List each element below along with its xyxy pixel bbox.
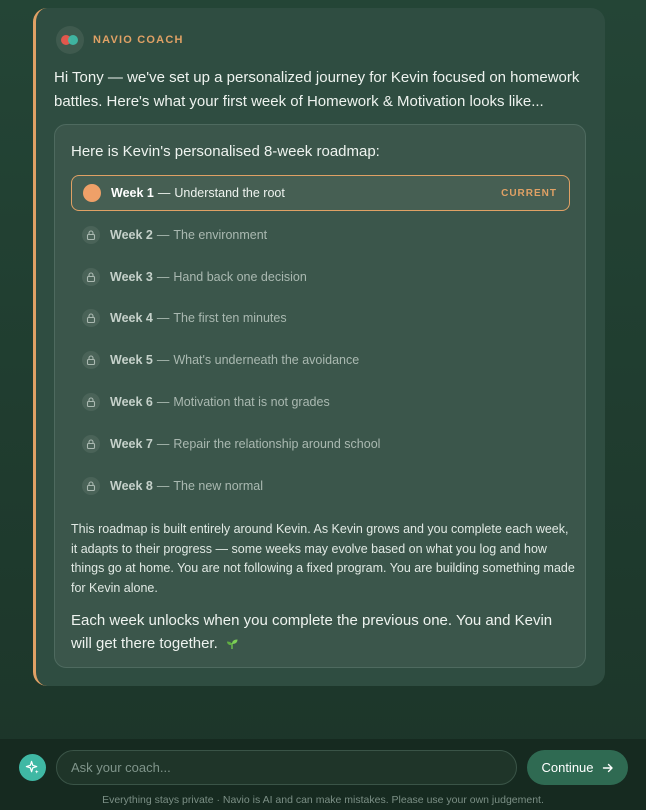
week-separator: — [156, 394, 170, 409]
week-item-2[interactable] [71, 217, 570, 253]
continue-label: Continue [541, 760, 594, 775]
week-label: Week 7 [110, 436, 153, 451]
week-item-7[interactable] [71, 426, 570, 462]
roadmap-closing-text: Each week unlocks when you complete the previous one. You and Kevin will get there together. [71, 612, 553, 652]
coach-message-card [33, 8, 605, 686]
week-separator: — [157, 186, 171, 200]
week-item-8[interactable] [71, 468, 570, 504]
week-item-5[interactable] [71, 342, 570, 378]
continue-button[interactable] [527, 750, 628, 785]
week-item-6[interactable] [71, 384, 570, 420]
arrow-right-icon [602, 762, 614, 774]
week-title: Motivation that is not grades [173, 394, 330, 409]
ask-coach-input[interactable] [56, 750, 517, 785]
lock-icon [82, 268, 100, 286]
privacy-disclaimer: Everything stays private · Navio is AI and can make mistakes. Please use your own judgement. [102, 794, 544, 806]
week-label: Week 4 [110, 311, 153, 326]
week-title: Understand the root [174, 186, 285, 200]
lock-icon [82, 435, 100, 453]
composer-bar [0, 739, 646, 810]
week-title: The first ten minutes [173, 311, 287, 326]
week-separator: — [156, 353, 170, 368]
lock-icon [82, 309, 100, 327]
week-label: Week 2 [110, 227, 153, 242]
week-separator: — [156, 227, 170, 242]
roadmap-description: This roadmap is built entirely around Kevin. As Kevin grows and you complete each week, it adapts to their progress — some weeks may evolve based on what you log and how things go at home. You are not following a fixed program. You are building something made for Kevin alone. [71, 522, 575, 595]
sprout-icon [225, 634, 239, 657]
week-separator: — [156, 478, 170, 493]
week-title: The new normal [173, 478, 263, 493]
week-title: Repair the relationship around school [173, 436, 381, 451]
lock-icon [82, 226, 100, 244]
current-dot-icon [83, 184, 101, 202]
week-separator: — [156, 269, 170, 284]
coach-avatar [56, 26, 84, 54]
lock-icon [82, 477, 100, 495]
roadmap-title: Here is Kevin's personalised 8-week roadmap: [71, 143, 380, 160]
week-item-4[interactable] [71, 300, 570, 336]
lock-icon [82, 393, 100, 411]
week-title: What's underneath the avoidance [173, 353, 360, 368]
current-badge: CURRENT [501, 187, 557, 199]
week-separator: — [156, 311, 170, 326]
week-label: Week 6 [110, 394, 153, 409]
avatar-dot-teal [68, 35, 78, 45]
week-separator: — [156, 436, 170, 451]
coach-intro-text: Hi Tony — we've set up a personalized journey for Kevin focused on homework battles. Here's what your first week of Homework & Motivation looks like... [54, 69, 580, 110]
week-title: The environment [173, 227, 268, 242]
coach-name: NAVIO COACH [93, 34, 184, 46]
week-label: Week 1 [111, 186, 154, 200]
coach-header [56, 26, 184, 54]
week-title: Hand back one decision [173, 269, 307, 284]
week-item-1[interactable] [71, 175, 570, 211]
roadmap-closing [71, 609, 576, 657]
week-label: Week 8 [110, 478, 153, 493]
lock-icon [82, 351, 100, 369]
roadmap-panel [54, 124, 586, 668]
week-list [71, 175, 570, 509]
week-item-3[interactable] [71, 259, 570, 295]
ai-sparkle-button[interactable] [19, 754, 46, 781]
week-label: Week 5 [110, 353, 153, 368]
week-label: Week 3 [110, 269, 153, 284]
sparkle-icon [25, 760, 40, 775]
